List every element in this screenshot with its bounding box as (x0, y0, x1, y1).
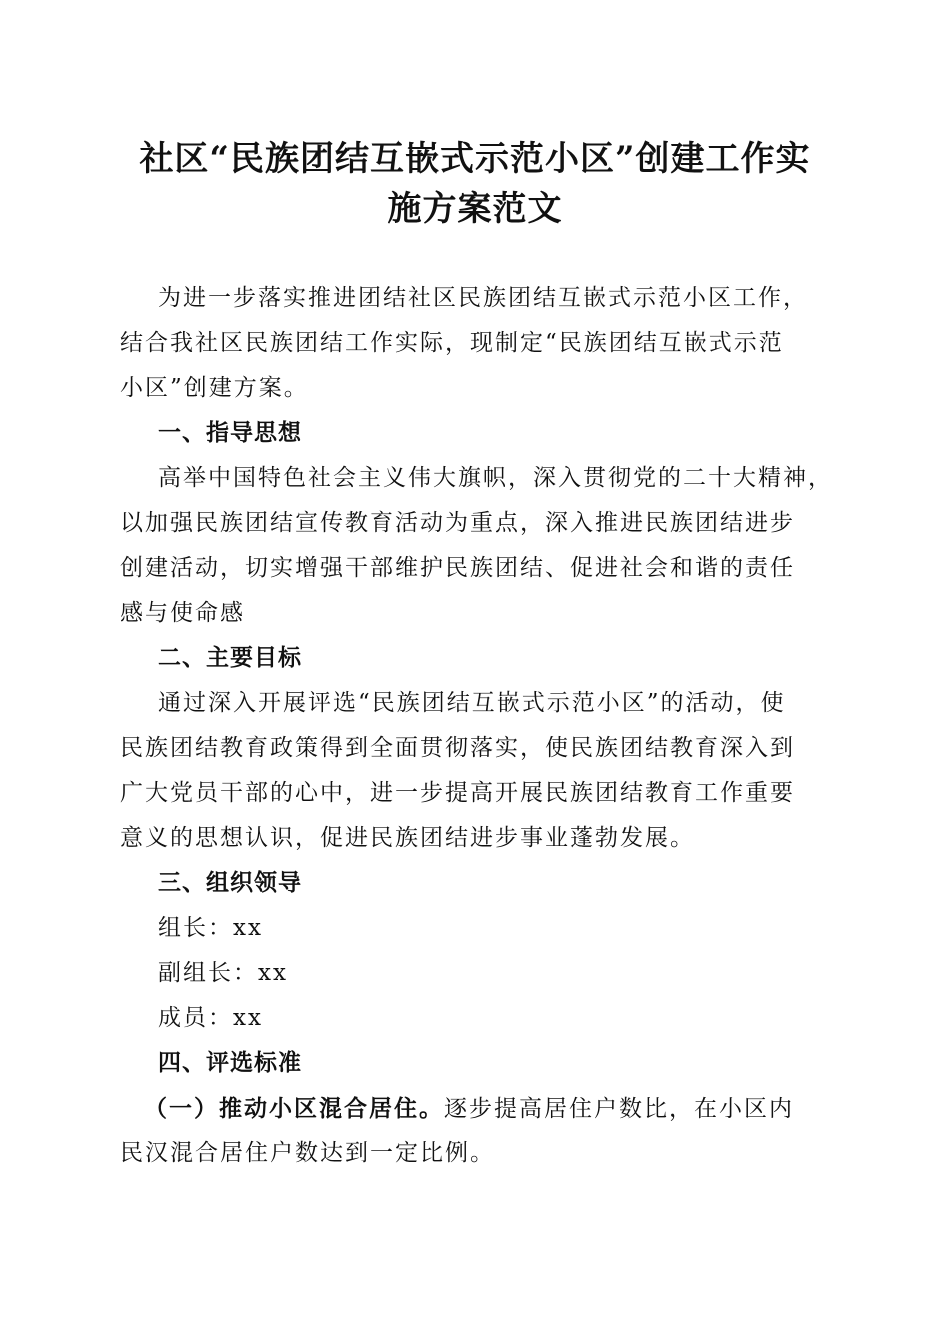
section-heading-main-goals: 二、主要目标 (158, 645, 302, 671)
intro-line: 为进一步落实推进团结社区民族团结互嵌式示范小区工作， (158, 285, 808, 311)
section-heading-criteria: 四、评选标准 (158, 1050, 302, 1076)
document-body (120, 276, 832, 1176)
deputy-leader-line: 副组长：xx (158, 960, 288, 986)
paragraph-line: 意义的思想认识，促进民族团结进步事业蓬勃发展。 (120, 825, 695, 851)
document-title (110, 134, 840, 234)
section-heading-guiding-ideology: 一、指导思想 (158, 420, 302, 446)
paragraph-line: 民族团结教育政策得到全面贯彻落实，使民族团结教育深入到 (120, 735, 795, 761)
intro-line: 小区”创建方案。 (120, 375, 309, 401)
members-line: 成员：xx (158, 1005, 263, 1031)
title-line-1: 社区“民族团结互嵌式示范小区”创建工作实 (139, 139, 811, 179)
criteria-item-1 (120, 1086, 832, 1131)
intro-line: 结合我社区民族团结工作实际，现制定“民族团结互嵌式示范 (120, 330, 784, 356)
leader-line: 组长：xx (158, 915, 263, 941)
paragraph-line: 感与使命感 (120, 600, 245, 626)
paragraph-line: 高举中国特色社会主义伟大旗帜，深入贯彻党的二十大精神， (158, 465, 833, 491)
section-heading-organization: 三、组织领导 (158, 870, 302, 896)
criteria-item-1-text: 逐步提高居住户数比，在小区内 (444, 1096, 794, 1122)
paragraph-line: 创建活动，切实增强干部维护民族团结、促进社会和谐的责任 (120, 555, 795, 581)
criteria-item-1-label: （一）推动小区混合居住。 (144, 1095, 444, 1122)
paragraph-line: 通过深入开展评选“民族团结互嵌式示范小区”的活动，使 (158, 690, 786, 716)
paragraph-line: 广大党员干部的心中，进一步提高开展民族团结教育工作重要 (120, 780, 795, 806)
paragraph-line: 以加强民族团结宣传教育活动为重点，深入推进民族团结进步 (120, 510, 795, 536)
title-line-2: 施方案范文 (387, 189, 563, 229)
paragraph-line: 民汉混合居住户数达到一定比例。 (120, 1140, 495, 1166)
